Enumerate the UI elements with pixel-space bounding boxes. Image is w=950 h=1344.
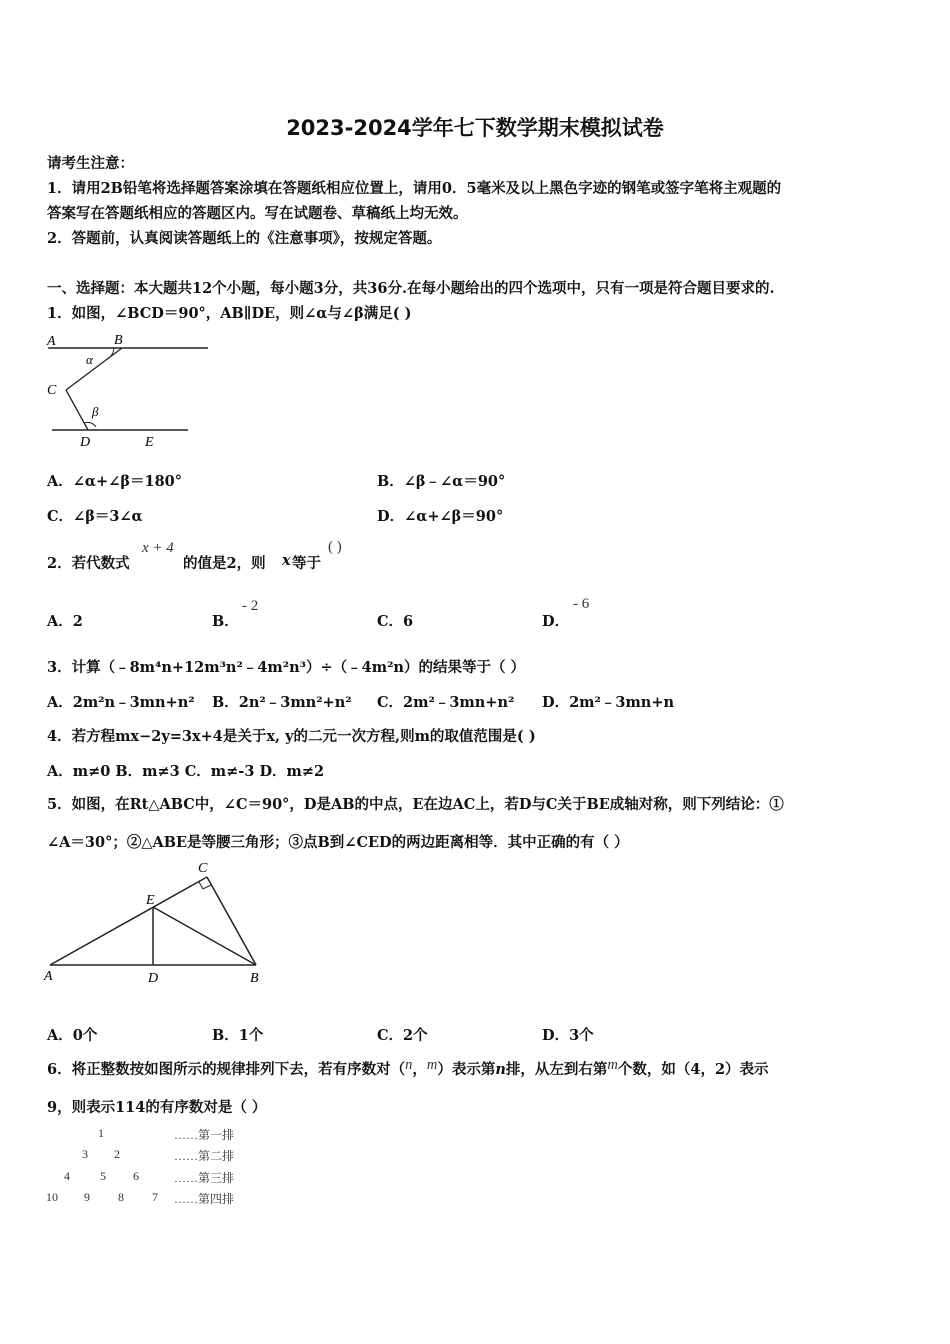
q1-option-a: A．∠α+∠β＝180° <box>47 473 183 490</box>
q5-label-c: C <box>198 861 208 876</box>
q2-paren: ( ) <box>328 539 342 555</box>
q5-label-d: D <box>148 971 159 986</box>
q6-row2-num2: 2 <box>114 1147 120 1161</box>
q6-stem-part4: 个数，如（4，2）表示 <box>617 1061 769 1078</box>
q1-option-c: C．∠β＝3∠α <box>47 508 143 525</box>
q6-stem-line1 <box>47 1058 769 1079</box>
q2-expression: x + 4 <box>142 540 174 556</box>
q6-row4-num4: 7 <box>152 1190 158 1204</box>
q6-row4-num3: 8 <box>118 1190 124 1204</box>
q6-row3-num3: 6 <box>133 1169 139 1183</box>
q1-label-b: B <box>114 333 123 348</box>
q5-stem-line2: ∠A＝30°；②△ABE是等腰三角形；③点B到∠CED的两边距离相等．其中正确的有（ ） <box>47 834 629 851</box>
q6-number-triangle <box>44 1124 264 1214</box>
q5-stem-line1: 5．如图，在Rt△ABC中，∠C＝90°，D是AB的中点，E在边AC上，若D与C关于BE成轴对称，则下列结论：① <box>47 796 784 813</box>
q6-row3-num1: 4 <box>64 1169 70 1183</box>
q6-stem-line2: 9，则表示114的有序数对是（ ） <box>47 1099 267 1116</box>
q6-row2-num1: 3 <box>82 1147 88 1161</box>
q3-option-a: A．2m²n﹣3mn+n² <box>47 694 195 711</box>
q1-label-c: C <box>47 383 57 398</box>
q6-comma: ， <box>412 1061 427 1078</box>
q3-option-d: D．2m²﹣3mn+n <box>542 694 675 711</box>
q5-option-a: A．0个 <box>47 1027 98 1044</box>
q2-option-d: D． <box>542 613 570 630</box>
notice-line1: 1．请用2B铅笔将选择题答案涂填在答题纸相应位置上，请用0．5毫米及以上黑色字迹的钢笔或签字笔将主观题的 <box>47 180 782 197</box>
q2-stem-pre: 2．若代数式 <box>47 555 130 572</box>
q3-stem: 3．计算（﹣8m⁴n+12m³n²﹣4m²n³）÷（﹣4m²n）的结果等于（ ） <box>47 659 526 676</box>
q6-row1-num1: 1 <box>98 1126 104 1140</box>
q6-row3-label: ……第三排 <box>174 1171 235 1185</box>
q2-option-a: A．2 <box>47 613 83 630</box>
q2-option-b-value: - 2 <box>242 598 259 614</box>
q6-row4-label: ……第四排 <box>174 1192 235 1206</box>
q1-label-alpha: α <box>86 352 93 367</box>
q2-variable: x <box>282 552 291 569</box>
q2-option-d-value: - 6 <box>573 596 590 612</box>
q2-option-b: B． <box>212 613 239 630</box>
q1-label-a: A <box>47 334 56 349</box>
q6-var-m: m <box>426 1057 438 1073</box>
q2-option-c: C．6 <box>377 613 414 630</box>
q1-option-d: D．∠α+∠β＝90° <box>377 508 504 525</box>
q4-options: A．m≠0 B．m≠3 C．m≠-3 D．m≠2 <box>47 763 325 780</box>
q6-var-n2: n <box>495 1061 506 1078</box>
q3-option-c: C．2m²﹣3mn+n² <box>377 694 515 711</box>
q5-option-c: C．2个 <box>377 1027 428 1044</box>
notice-line1b: 答案写在答题纸相应的答题区内。写在试题卷、草稿纸上均无效。 <box>47 205 468 222</box>
notice-heading: 请考生注意： <box>47 155 134 172</box>
section-heading: 一、选择题：本大题共12个小题，每小题3分，共36分.在每小题给出的四个选项中，只有一项是符合题目要求的. <box>47 280 775 297</box>
q2-stem-mid: 的值是2，则 <box>183 555 266 572</box>
q6-stem-part1: 6．将正整数按如图所示的规律排列下去，若有序数对（ <box>47 1061 406 1078</box>
q1-label-e: E <box>145 435 154 450</box>
q6-row3-num2: 5 <box>100 1169 106 1183</box>
q5-option-d: D．3个 <box>542 1027 594 1044</box>
q6-var-n: n <box>405 1057 413 1073</box>
q6-row1-label: ……第一排 <box>174 1128 235 1142</box>
q1-label-beta: β <box>92 404 99 419</box>
q5-label-a: A <box>44 969 53 984</box>
q2-stem-post: 等于 <box>292 555 321 572</box>
q1-stem: 1．如图，∠BCD＝90°，AB∥DE，则∠α与∠β满足( ) <box>47 305 412 322</box>
q6-var-m2: m <box>607 1057 618 1073</box>
q5-label-b: B <box>250 971 259 986</box>
q5-figure <box>42 855 272 990</box>
q6-stem-part2: ）表示第 <box>437 1061 496 1078</box>
q3-option-b: B．2n²﹣3mn²+n² <box>212 694 352 711</box>
q6-stem-part3: 排，从左到右第 <box>505 1061 608 1078</box>
notice-line2: 2．答题前，认真阅读答题纸上的《注意事项》，按规定答题。 <box>47 230 442 247</box>
q1-option-b: B．∠β﹣∠α＝90° <box>377 473 506 490</box>
q5-option-b: B．1个 <box>212 1027 264 1044</box>
q4-stem: 4．若方程mx−2y=3x+4是关于x, y的二元一次方程,则m的取值范围是( ) <box>47 728 536 745</box>
q6-row2-label: ……第二排 <box>174 1149 235 1163</box>
q6-row4-num2: 9 <box>84 1190 90 1204</box>
q1-label-d: D <box>80 435 91 450</box>
page-title: 2023-2024学年七下数学期末模拟试卷 <box>286 116 664 140</box>
q6-row4-num1: 10 <box>46 1190 58 1204</box>
q5-label-e: E <box>146 893 155 908</box>
q1-figure <box>44 330 214 450</box>
